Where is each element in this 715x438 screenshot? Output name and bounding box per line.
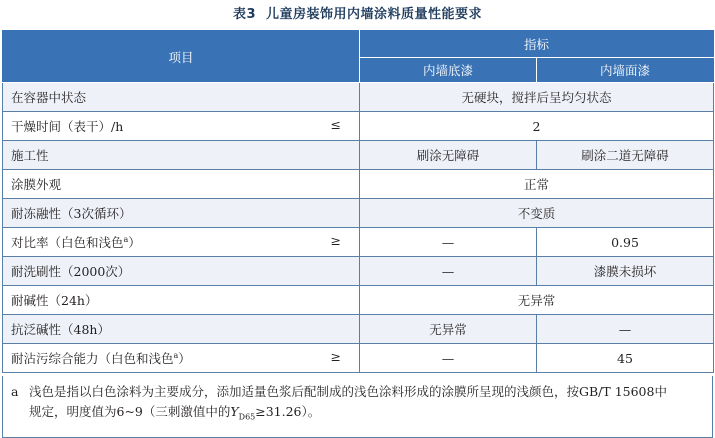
table-title xyxy=(0,3,715,25)
row-value-primer: 无异常 xyxy=(360,315,537,344)
operator-symbol: ≤ xyxy=(330,117,341,132)
table-row xyxy=(3,170,714,199)
row-value-primer: — xyxy=(360,344,537,373)
row-value: 不变质 xyxy=(360,199,714,228)
operator-symbol: ≥ xyxy=(330,349,341,364)
quality-requirements-table xyxy=(2,30,714,373)
row-value-primer: — xyxy=(360,228,537,257)
row-value-topcoat: 刷涂二道无障碍 xyxy=(537,141,714,170)
row-value: 正常 xyxy=(360,170,714,199)
row-item: 对比率（白色和浅色$^a$） ≥ xyxy=(3,228,360,257)
row-item: 涂膜外观 xyxy=(3,170,360,199)
row-value: 2 xyxy=(360,112,714,141)
header-indicator: 指标 xyxy=(360,31,714,58)
footnote-ref: a xyxy=(123,234,129,244)
footnote-line-1: a 浅色是指以白色涂料为主要成分，添加适量色浆后配制成的浅色涂料形成的涂膜所呈现的浅颜色，按GB/T 15608中 xyxy=(11,382,702,402)
table-row xyxy=(3,141,714,170)
footnote-ref: a xyxy=(173,350,179,360)
row-value-topcoat: 漆膜未损坏 xyxy=(537,257,714,286)
header-topcoat: 内墙面漆 xyxy=(537,58,714,83)
header-item: 项目 xyxy=(3,31,360,83)
row-item: 施工性 xyxy=(3,141,360,170)
row-value-topcoat: 0.95 xyxy=(537,228,714,257)
footnote-mark: a xyxy=(11,384,19,399)
table-row xyxy=(3,315,714,344)
table-caption: 儿童房装饰用内墙涂料质量性能要求 xyxy=(266,7,483,22)
table-row xyxy=(3,83,714,112)
row-value-primer: — xyxy=(360,257,537,286)
table-row xyxy=(3,228,714,257)
row-item: 耐冻融性（3次循环） xyxy=(3,199,360,228)
table-row xyxy=(3,112,714,141)
row-value-topcoat: — xyxy=(537,315,714,344)
row-value-topcoat: 45 xyxy=(537,344,714,373)
operator-symbol: ≥ xyxy=(330,233,341,248)
footnote-line-2: 规定，明度值为6~9（三刺激值中的$Y_{D65}\ge 31.26$）。 xyxy=(29,404,321,422)
row-item: 干燥时间（表干）/h ≤ xyxy=(3,112,360,141)
table-row xyxy=(3,257,714,286)
table-row xyxy=(3,344,714,373)
row-value: 无异常 xyxy=(360,286,714,315)
row-value: 无硬块，搅拌后呈均匀状态 xyxy=(360,83,714,112)
table-footnote xyxy=(2,376,713,438)
row-item: 在容器中状态 xyxy=(3,83,360,112)
row-item: 耐洗刷性（2000次） xyxy=(3,257,360,286)
table-row xyxy=(3,286,714,315)
row-item: 耐沾污综合能力（白色和浅色$^a$） ≥ xyxy=(3,344,360,373)
row-item: 抗泛碱性（48h） xyxy=(3,315,360,344)
table-row xyxy=(3,199,714,228)
header-primer: 内墙底漆 xyxy=(360,58,537,83)
row-value-primer: 刷涂无障碍 xyxy=(360,141,537,170)
row-item: 耐碱性（24h） xyxy=(3,286,360,315)
table-number: 表3 xyxy=(232,7,257,22)
